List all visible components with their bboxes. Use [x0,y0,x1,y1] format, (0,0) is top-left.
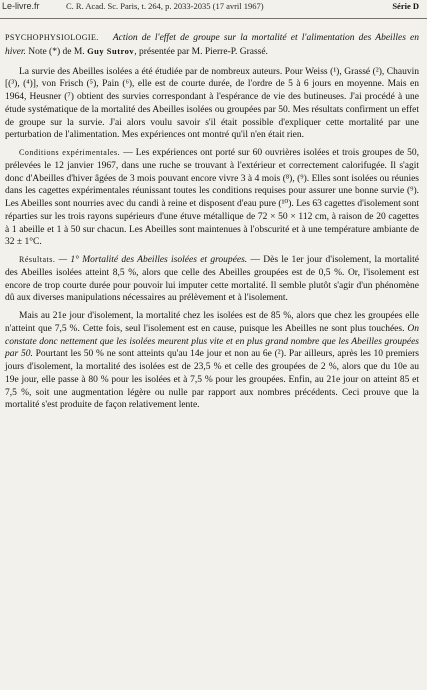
results-text: — Dès le 1er jour d'isolement, la mortalité des Abeilles isolées atteint 8,5 %, alors que celle des Abeilles groupées est de 0,5 %. Or, l'isolement est encore de trop courte durée pour pouvoir lui imputer cette mortalité. Il semble plutôt s'agir d'un phénomène dû aux diverses manipulations nécessaires au prélèvement et à l'isolement. [5,255,419,304]
note-intro: Note (*) de M. [28,46,85,57]
article-title: Action de l'effet de groupe sur la mortalité et l'alimentation des Abeilles en hiver. [5,33,420,57]
article-heading [5,32,419,59]
series-label: Série D [392,1,419,11]
conditions-heading: Conditions expérimentales. [19,148,121,157]
final-text-b: Pourtant les 50 % ne sont atteints qu'au 14e jour et non au 6e (²). Par ailleurs, après les 10 premiers jours d'isolement, la mortalité des isolées est de 23,5 % et celle des groupées de 2 %, alors que du 10e au 19e jour, elle passe à 80 % pour les isolées et à 7,5 % pour les groupées. Enfin, au 21e jour on atteint 85 et 7,5 %, soit une augmentation légère ou nulle par rapport aux nombres précédents. Ceci prouve que la mortalité s'est produite de façon relativement lente. [5,349,419,411]
author-name: Guy Sutrov [87,45,135,56]
section-label: PSYCHOPHYSIOLOGIE. [5,33,99,42]
conditions-paragraph [5,147,419,249]
final-text-a: Mais au 21e jour d'isolement, la mortalité chez les isolées est de 85 %, alors que chez les groupées elle n'atteint que 7,5 %. Cette fois, seul l'isolement est en cause, puisque les Abeilles ne sont plus touchées. [5,311,419,334]
conditions-text: — Les expériences ont porté sur 60 ouvrières isolées et trois groupes de 50, prélevées le 12 janvier 1967, dans une ruche se trouvant à l'extérieur et correctement calorifugée. Il s'agit donc d'Abeilles d'hiver âgées de 3 mois pouvant encore vivre 3 à 4 mois (⁸), (⁹). Elles sont isolées ou réunies dans les cagettes expérimentales réunissant toutes les conditions requises pour assurer une bonne survie (⁹). Les Abeilles sont nourries avec du candi à reine et disposent d'eau pure (¹⁰). Les 63 cagettes d'isolement sont réparties sur les trois rayons supérieurs d'une étuve métallique de 72 × 50 × 112 cm, à raison de 20 cagettes à 1 abeille et 1 à 50 sur chacun. Les Abeilles sont maintenues à l'obscurité et à une température ambiante de 32 ± 1°C. [5,148,420,248]
article-body [5,32,419,412]
running-header [0,0,427,19]
results-paragraph [5,254,419,305]
results-subheading: — 1° Mortalité des Abeilles isolées et groupées. [55,255,248,265]
results-heading: Résultats. [19,255,56,264]
final-italic: On constate donc nettement que les isolées meurent plus vite et en plus grand nombre que les Abeilles groupées par 50. [5,323,419,360]
journal-citation: C. R. Acad. Sc. Paris, t. 264, p. 2033-2035 (17 avril 1967) [66,1,264,11]
presented-by: , présentée par M. Pierre-P. Grassé. [134,46,268,57]
watermark: Le-livre.fr [2,1,40,11]
intro-paragraph: La survie des Abeilles isolées a été étudiée par de nombreux auteurs. Pour Weiss (¹), Grassé (²), Chauvin [(³), (⁴)], von Frisch (⁵), Pain (⁶), elle est de courte durée, de l'ordre de 5 à 6 jours en moyenne. Mais en 1964, Heusner (⁷) obtient des survies correspondant à l'espérance de vie des butineuses. J'ai procédé à une étude systématique de la mortalité des Abeilles isolées ou groupées par 50. Mes résultats confirment un effet de groupe sur la survie. J'ai alors voulu savoir s'il était possible d'expliquer cette mortalité par une perturbation de l'alimentation. Mes expériences ont montré qu'il n'en était rien. [5,66,419,141]
final-paragraph [5,310,419,412]
